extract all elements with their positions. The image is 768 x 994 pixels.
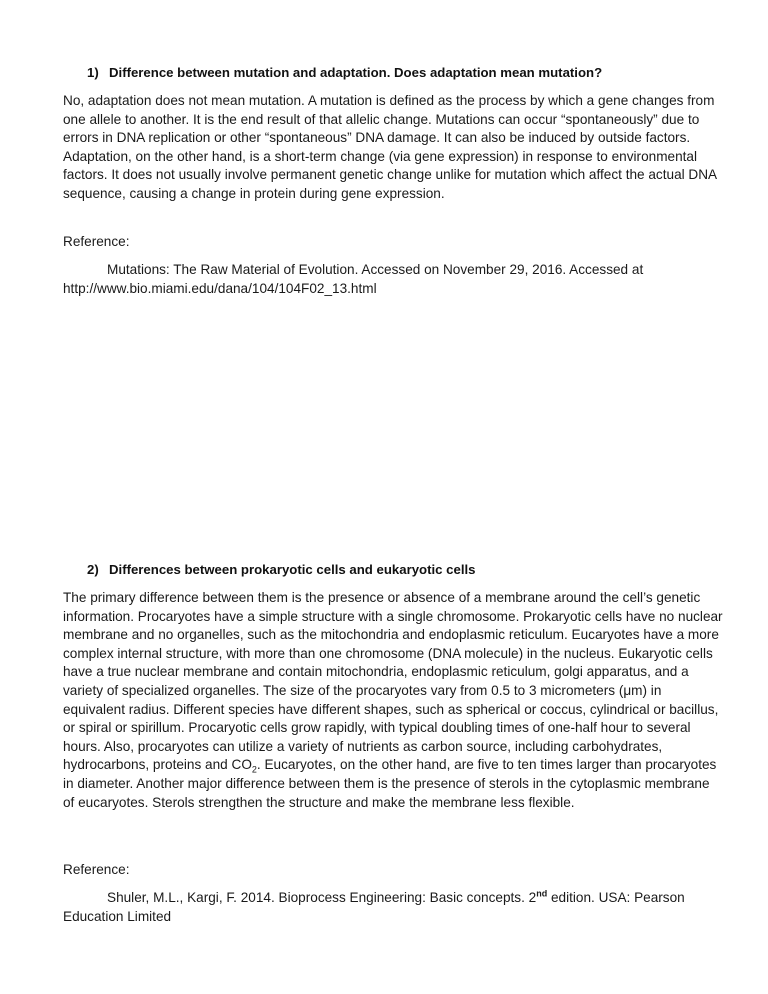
section-1-heading — [87, 64, 602, 82]
section-1-number: 1) — [87, 65, 99, 80]
section-1-body: No, adaptation does not mean mutation. A mutation is defined as the process by which a gene changes from one allele to another. It is the end result of that allelic change. Mutations can occur “spontaneously” due to errors in DNA replication or other “spontaneous” DNA damage. It can also be induced by outside factors. Adaptation, on the other hand, is a short-term change (via gene expression) in response to environmental factors. It does not usually involve permanent genetic change unlike for mutation which affect the actual DNA sequence, causing a change in protein during gene expression. — [63, 93, 717, 201]
section-2-heading-text: Differences between prokaryotic cells and eukaryotic cells — [109, 562, 476, 577]
section-2-reference-label: Reference: — [63, 862, 130, 877]
section-2-heading — [87, 561, 475, 579]
section-1-heading-text: Difference between mutation and adaptation. Does adaptation mean mutation? — [109, 65, 603, 80]
section-1-reference: Mutations: The Raw Material of Evolution. Accessed on November 29, 2016. Accessed at http://www.bio.miami.edu/dana/104/104F02_13.html — [63, 262, 644, 296]
section-2-number: 2) — [87, 562, 99, 577]
co2-subscript: 2 — [251, 765, 257, 776]
edition-superscript: nd — [536, 888, 548, 899]
section-1-reference-label: Reference: — [63, 234, 130, 249]
section-2-reference-part2: edition. USA: Pearson Education Limited — [63, 890, 685, 924]
section-2-reference — [63, 889, 723, 926]
section-2-reference-part1: Shuler, M.L., Kargi, F. 2014. Bioprocess Engineering: Basic concepts. 2 — [107, 890, 537, 905]
section-2-body — [63, 589, 723, 812]
section-2-body-part1: The primary difference between them is the presence or absence of a membrane around the cell’s genetic information. Procaryotes have a simple structure with a single chromosome. Prokaryotic cells have no nuclear membrane and no organelles, such as the mitochondria and endoplasmic reticulum. Eucaryotes have a more complex internal structure, with more than one chromosome (DNA molecule) in the nucleus. Eukaryotic cells have a true nuclear membrane and contain mitochondria, endoplasmic reticulum, golgi apparatus, and a variety of specialized organelles. The size of the procaryotes vary from 0.5 to 3 micrometers (μm) in equivalent radius. Different species have different shapes, such as spherical or coccus, cylindrical or bacillus, or spiral or spirillum. Procaryotic cells grow rapidly, with typical doubling times of one-half hour to several hours. Also, procaryotes can utilize a variety of nutrients as carbon source, including carbohydrates, hydrocarbons, proteins and CO — [63, 590, 723, 773]
section-2-body-part2: . Eucaryotes, on the other hand, are five to ten times larger than procaryotes in diameter. Another major difference between them is the presence of sterols in the cytoplasmic membrane of eucaryotes. Sterols strengthen the structure and make the membrane less flexible. — [63, 757, 717, 810]
